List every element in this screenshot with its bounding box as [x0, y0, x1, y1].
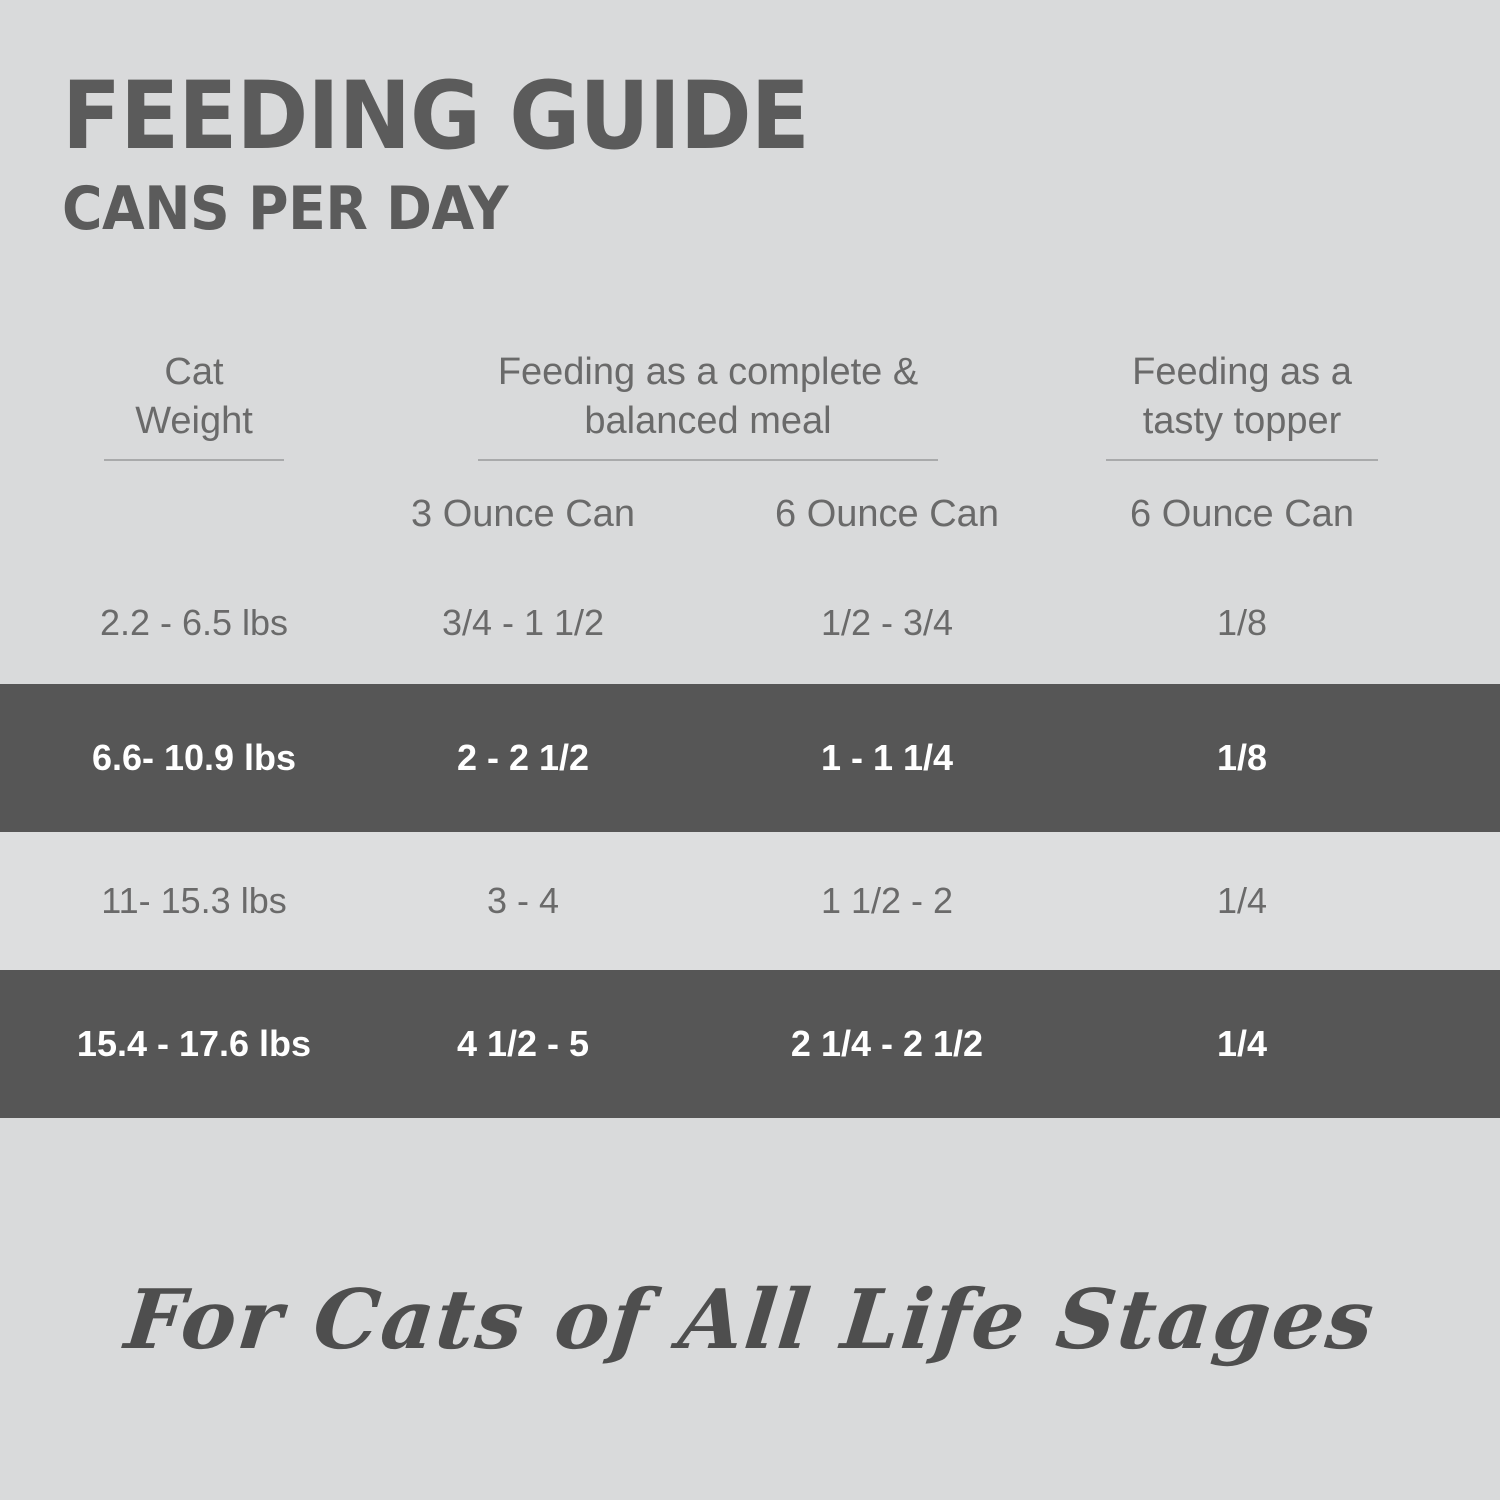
row-weight: 11- 15.3 lbs: [101, 880, 287, 922]
table-row: [0, 970, 1500, 1118]
title-block: [0, 0, 1500, 245]
row-6oz: 1 - 1 1/4: [820, 737, 954, 779]
table-row: [0, 684, 1500, 832]
header-rule-complete: [478, 459, 938, 461]
header-topper-line1: Feeding as a: [1132, 351, 1352, 393]
header-cat-weight-line2: Weight: [135, 399, 253, 442]
row-3oz: 3/4 - 1 1/2: [441, 602, 605, 644]
subheader-spacer: [44, 493, 344, 536]
header-cell-complete-meal: [344, 348, 1072, 471]
page-subtitle: CANS PER DAY: [62, 174, 508, 245]
row-6oz: 1 1/2 - 2: [820, 880, 954, 922]
subheader-6oz-can: 6 Ounce Can: [775, 493, 999, 536]
feeding-table: [0, 348, 1500, 1118]
table-row: [0, 562, 1500, 684]
header-complete-line1: Feeding as a complete &: [497, 351, 919, 393]
row-6oz: 2 1/4 - 2 1/2: [790, 1023, 984, 1065]
subheader-3oz-can: 3 Ounce Can: [411, 493, 635, 536]
subheader-topper-6oz-can: 6 Ounce Can: [1130, 493, 1354, 536]
header-complete-line2: balanced meal: [584, 399, 832, 442]
footer-tagline: For Cats of All Life Stages: [120, 1272, 1380, 1368]
header-cell-cat-weight: [44, 348, 344, 471]
row-topper: 1/4: [1216, 880, 1268, 922]
row-topper: 1/4: [1216, 1023, 1268, 1065]
row-weight: 6.6- 10.9 lbs: [91, 737, 297, 779]
row-3oz: 4 1/2 - 5: [456, 1023, 590, 1065]
row-topper: 1/8: [1216, 602, 1268, 644]
row-3oz: 2 - 2 1/2: [456, 737, 590, 779]
row-weight: 15.4 - 17.6 lbs: [76, 1023, 312, 1065]
header-cell-tasty-topper: [1072, 348, 1412, 471]
header-topper-line2: tasty topper: [1142, 399, 1342, 442]
row-topper: 1/8: [1216, 737, 1268, 779]
page-title: FEEDING GUIDE: [62, 62, 809, 171]
row-weight: 2.2 - 6.5 lbs: [99, 602, 289, 644]
table-row: [0, 832, 1500, 970]
header-cat-weight-line1: Cat: [164, 351, 224, 393]
header-rule-topper: [1106, 459, 1378, 461]
footer: [0, 1272, 1500, 1368]
table-subheader-row: [0, 471, 1500, 536]
table-header-row: [0, 348, 1500, 471]
header-rule-weight: [104, 459, 284, 461]
row-6oz: 1/2 - 3/4: [820, 602, 954, 644]
row-3oz: 3 - 4: [486, 880, 560, 922]
